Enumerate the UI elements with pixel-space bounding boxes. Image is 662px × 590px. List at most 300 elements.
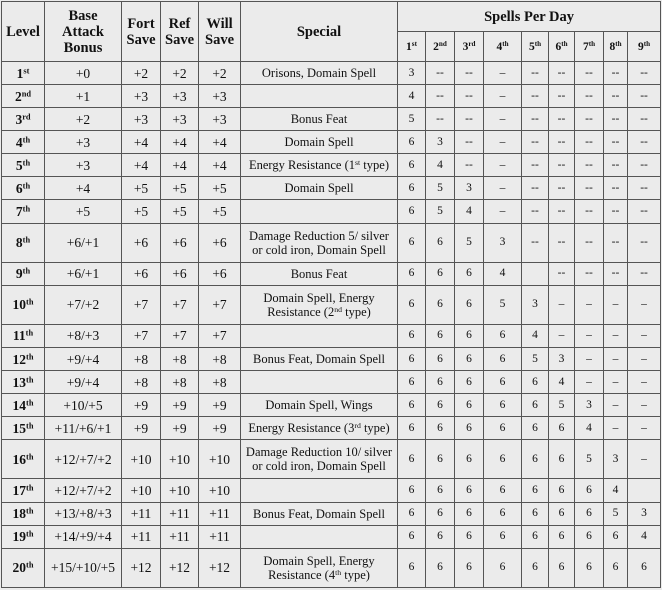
spells-cell: 3: [426, 131, 455, 154]
level-cell: [2, 417, 45, 440]
spells-cell: 6: [398, 285, 426, 324]
table-row: [2, 394, 661, 417]
spells-cell: 6: [455, 285, 484, 324]
ref-cell: +11: [161, 525, 199, 548]
bab-cell: +12/+7/+2: [45, 479, 122, 502]
bab-cell: +5: [45, 200, 122, 223]
spells-cell: 3: [575, 394, 604, 417]
table-row: [2, 154, 661, 177]
ref-cell: +8: [161, 371, 199, 394]
spell-level-number: 1: [406, 40, 412, 53]
table-row: [2, 324, 661, 347]
spells-cell: 6: [398, 371, 426, 394]
spells-cell: 6: [455, 417, 484, 440]
level-number: 19: [12, 529, 27, 545]
fort-header-line: Save: [126, 31, 156, 48]
spells-cell: 6: [426, 548, 455, 587]
level-suffix: st: [23, 65, 30, 75]
spells-cell: –: [575, 285, 604, 324]
spells-cell: 6: [426, 440, 455, 479]
spell-level-number: 3: [462, 40, 469, 53]
level-cell: [2, 177, 45, 200]
class-progression-table: [1, 1, 661, 588]
spells-cell: 6: [398, 262, 426, 285]
spells-cell: 6: [398, 502, 426, 525]
ref-cell: +4: [161, 154, 199, 177]
special-text: Domain Spell: [284, 135, 354, 150]
bab-cell: +6/+1: [45, 262, 122, 285]
level-number: 16: [12, 451, 27, 467]
level-cell: [2, 440, 45, 479]
level-cell: [2, 285, 45, 324]
spells-cell: 3: [522, 285, 549, 324]
level-number: 5: [15, 157, 23, 173]
ref-cell: +5: [161, 200, 199, 223]
spells-cell: 6: [484, 417, 522, 440]
table-row: [2, 200, 661, 223]
spells-cell: –: [484, 62, 522, 85]
spells-cell: –: [604, 371, 628, 394]
table-row: [2, 371, 661, 394]
bab-header-line: Base: [68, 7, 98, 24]
will-cell: +10: [199, 440, 241, 479]
spells-cell: 6: [398, 131, 426, 154]
spells-cell: 6: [426, 223, 455, 262]
level-suffix: th: [25, 328, 34, 338]
bab-cell: +8/+3: [45, 324, 122, 347]
spells-cell: 6: [484, 479, 522, 502]
spells-cell: 4: [398, 85, 426, 108]
spells-cell: 6: [398, 347, 426, 370]
spells-cell: 6: [575, 502, 604, 525]
bab-cell: +7/+2: [45, 285, 122, 324]
bab-cell: +15/+10/+5: [45, 548, 122, 587]
spells-cell: --: [575, 62, 604, 85]
spells-cell: 4: [522, 324, 549, 347]
spells-cell: [628, 479, 661, 502]
bab-cell: +6/+1: [45, 223, 122, 262]
spells-cell: 6: [575, 548, 604, 587]
table-body: [2, 62, 661, 588]
table-row: [2, 262, 661, 285]
spells-cell: –: [549, 324, 575, 347]
will-header: [199, 2, 241, 62]
table-row: [2, 440, 661, 479]
spells-cell: 6: [426, 262, 455, 285]
special-text: Domain Spell, Energy Resistance (2: [263, 290, 375, 319]
spells-cell: 6: [549, 417, 575, 440]
special-cell: [241, 548, 398, 587]
spells-cell: 4: [426, 154, 455, 177]
bab-cell: +3: [45, 154, 122, 177]
spells-cell: 6: [398, 177, 426, 200]
will-header-line: Save: [205, 31, 234, 48]
spells-cell: --: [628, 62, 661, 85]
spells-cell: –: [628, 417, 661, 440]
table-row: [2, 223, 661, 262]
spells-cell: 6: [426, 285, 455, 324]
spells-cell: --: [604, 223, 628, 262]
spells-cell: 6: [522, 440, 549, 479]
special-text: th: [335, 567, 342, 577]
spells-cell: 6: [575, 525, 604, 548]
ref-cell: +3: [161, 85, 199, 108]
bab-header-line: Attack: [62, 23, 104, 40]
spells-cell: --: [628, 223, 661, 262]
table-row: [2, 479, 661, 502]
special-cell: [241, 223, 398, 262]
spells-cell: --: [575, 108, 604, 131]
special-header: Special: [241, 2, 398, 62]
spells-cell: 5: [398, 108, 426, 131]
ref-cell: +9: [161, 417, 199, 440]
spells-cell: –: [484, 200, 522, 223]
spells-cell: –: [549, 285, 575, 324]
ref-cell: +5: [161, 177, 199, 200]
special-cell: [241, 177, 398, 200]
level-suffix: th: [26, 560, 34, 570]
ref-cell: +9: [161, 394, 199, 417]
spells-cell: --: [426, 62, 455, 85]
header-row-top: [2, 2, 661, 32]
spells-cell: --: [549, 223, 575, 262]
spells-cell: --: [549, 131, 575, 154]
special-text: Bonus Feat, Domain Spell: [253, 506, 385, 521]
spells-cell: –: [628, 285, 661, 324]
fort-cell: +8: [122, 371, 161, 394]
spells-cell: 6: [455, 371, 484, 394]
special-text: type): [341, 304, 371, 319]
level-number: 12: [12, 351, 27, 367]
level-number: 13: [12, 374, 27, 390]
special-text: Domain Spell: [284, 181, 354, 196]
ref-cell: +11: [161, 502, 199, 525]
spells-cell: --: [522, 223, 549, 262]
level-number: 3: [15, 111, 23, 127]
spells-cell: --: [549, 108, 575, 131]
spells-cell: --: [628, 200, 661, 223]
special-text: rd: [354, 421, 361, 430]
level-number: 2: [14, 88, 22, 104]
special-cell: [241, 200, 398, 223]
special-cell: [241, 502, 398, 525]
spells-cell: --: [628, 108, 661, 131]
special-cell: [241, 347, 398, 370]
special-cell: [241, 85, 398, 108]
spell-level-header: [522, 32, 549, 62]
level-cell: [2, 525, 45, 548]
will-cell: +7: [199, 324, 241, 347]
level-cell: [2, 108, 45, 131]
level-cell: [2, 262, 45, 285]
spells-cell: 6: [575, 479, 604, 502]
spells-cell: --: [604, 62, 628, 85]
fort-cell: +7: [122, 285, 161, 324]
spells-cell: 6: [522, 548, 549, 587]
spells-cell: 5: [426, 200, 455, 223]
spells-cell: 6: [398, 479, 426, 502]
table-row: [2, 62, 661, 85]
will-cell: +11: [199, 525, 241, 548]
spells-cell: --: [604, 108, 628, 131]
spells-cell: –: [484, 85, 522, 108]
special-text: Domain Spell, Energy Resistance (4: [263, 553, 375, 582]
bab-cell: +0: [45, 62, 122, 85]
spells-cell: --: [575, 85, 604, 108]
ref-cell: +10: [161, 440, 199, 479]
spells-cell: --: [549, 85, 575, 108]
special-cell: [241, 394, 398, 417]
will-cell: +6: [199, 223, 241, 262]
spells-cell: 5: [522, 347, 549, 370]
special-text: st: [355, 158, 361, 168]
level-number: 15: [12, 420, 27, 436]
spells-cell: 6: [522, 417, 549, 440]
bab-cell: +3: [45, 131, 122, 154]
spells-cell: –: [604, 285, 628, 324]
spells-cell: 6: [426, 394, 455, 417]
fort-cell: +7: [122, 324, 161, 347]
level-suffix: rd: [22, 112, 31, 122]
spells-cell: --: [426, 85, 455, 108]
bab-cell: +2: [45, 108, 122, 131]
special-text: Energy Resistance (3: [248, 421, 355, 436]
will-cell: +4: [199, 154, 241, 177]
level-suffix: th: [26, 375, 34, 384]
spells-cell: --: [604, 200, 628, 223]
level-number: 20: [12, 560, 27, 576]
spells-cell: --: [522, 85, 549, 108]
special-text: type): [360, 421, 390, 436]
spell-level-number: 2: [433, 40, 439, 53]
spells-cell: 5: [575, 440, 604, 479]
spells-cell: 5: [426, 177, 455, 200]
spells-cell: 6: [484, 324, 522, 347]
level-suffix: th: [22, 158, 31, 168]
fort-cell: +5: [122, 200, 161, 223]
spells-cell: 5: [549, 394, 575, 417]
fort-cell: +3: [122, 108, 161, 131]
bab-cell: +9/+4: [45, 371, 122, 394]
spell-level-suffix: th: [561, 39, 568, 48]
spells-cell: 6: [455, 324, 484, 347]
table-row: [2, 131, 661, 154]
table-row: [2, 108, 661, 131]
spells-cell: 6: [426, 525, 455, 548]
fort-cell: +12: [122, 548, 161, 587]
fort-cell: +8: [122, 347, 161, 370]
spells-cell: 6: [484, 347, 522, 370]
spells-cell: 6: [522, 502, 549, 525]
level-suffix: th: [26, 452, 34, 462]
will-cell: +7: [199, 285, 241, 324]
table-row: [2, 177, 661, 200]
spells-cell: --: [522, 62, 549, 85]
spells-cell: --: [549, 62, 575, 85]
spells-cell: 6: [398, 394, 426, 417]
spells-cell: --: [575, 223, 604, 262]
ref-cell: +7: [161, 324, 199, 347]
ref-cell: +4: [161, 131, 199, 154]
will-cell: +9: [199, 417, 241, 440]
level-cell: [2, 324, 45, 347]
spells-cell: 6: [426, 479, 455, 502]
spell-level-suffix: th: [615, 39, 622, 48]
level-number: 14: [12, 397, 27, 413]
spells-cell: 6: [455, 262, 484, 285]
spells-cell: --: [455, 154, 484, 177]
ref-cell: +6: [161, 223, 199, 262]
fort-header: [122, 2, 161, 62]
spell-level-header: [426, 32, 455, 62]
spells-cell: 6: [455, 502, 484, 525]
ref-cell: +10: [161, 479, 199, 502]
spells-cell: 6: [398, 525, 426, 548]
spells-cell: --: [522, 131, 549, 154]
will-cell: +5: [199, 200, 241, 223]
fort-cell: +9: [122, 417, 161, 440]
spells-cell: 6: [522, 479, 549, 502]
spells-cell: --: [522, 177, 549, 200]
spell-level-suffix: th: [643, 39, 651, 48]
spell-level-number: 9: [638, 40, 644, 53]
fort-cell: +6: [122, 262, 161, 285]
level-number: 11: [12, 328, 26, 344]
spell-level-number: 7: [582, 40, 589, 53]
spells-cell: –: [604, 324, 628, 347]
spells-cell: --: [604, 85, 628, 108]
spells-cell: 4: [455, 200, 484, 223]
spell-level-suffix: th: [588, 39, 596, 48]
special-cell: [241, 62, 398, 85]
level-cell: [2, 371, 45, 394]
spells-cell: --: [575, 262, 604, 285]
fort-cell: +2: [122, 62, 161, 85]
spells-cell: 3: [549, 347, 575, 370]
ref-cell: +3: [161, 108, 199, 131]
special-text: Energy Resistance (1: [249, 158, 355, 173]
special-text: Bonus Feat, Domain Spell: [253, 352, 385, 367]
will-cell: +2: [199, 62, 241, 85]
table-row: [2, 502, 661, 525]
bab-header: [45, 2, 122, 62]
fort-cell: +10: [122, 440, 161, 479]
spells-cell: –: [628, 394, 661, 417]
ref-cell: +7: [161, 285, 199, 324]
spell-level-header: [484, 32, 522, 62]
spells-cell: --: [628, 154, 661, 177]
fort-cell: +11: [122, 502, 161, 525]
special-text: type): [341, 567, 370, 582]
spells-cell: 6: [426, 347, 455, 370]
will-cell: +10: [199, 479, 241, 502]
special-cell: [241, 479, 398, 502]
spells-cell: --: [628, 177, 661, 200]
spell-level-suffix: th: [534, 39, 542, 48]
spells-cell: –: [628, 324, 661, 347]
special-text: Damage Reduction 10/ silver or cold iron, Domain Spell: [245, 445, 393, 474]
spells-cell: 6: [398, 200, 426, 223]
special-cell: [241, 417, 398, 440]
spells-cell: 6: [484, 525, 522, 548]
spell-level-suffix: rd: [468, 39, 476, 48]
will-cell: +12: [199, 548, 241, 587]
spell-level-suffix: th: [502, 39, 509, 48]
spell-level-number: 5: [528, 40, 535, 53]
ref-header: [161, 2, 199, 62]
level-number: 1: [16, 65, 24, 81]
level-number: 10: [12, 297, 27, 313]
spells-per-day-header: Spells Per Day: [398, 2, 661, 32]
bab-cell: +12/+7/+2: [45, 440, 122, 479]
spells-cell: --: [628, 85, 661, 108]
special-cell: [241, 154, 398, 177]
spells-cell: 6: [398, 223, 426, 262]
spell-level-header: [398, 32, 426, 62]
spells-cell: --: [575, 200, 604, 223]
spells-cell: --: [575, 131, 604, 154]
level-suffix: th: [26, 529, 34, 539]
level-suffix: th: [26, 483, 34, 493]
level-cell: [2, 85, 45, 108]
fort-cell: +3: [122, 85, 161, 108]
special-text: Bonus Feat: [290, 266, 348, 281]
level-suffix: th: [26, 421, 34, 431]
will-cell: +3: [199, 85, 241, 108]
will-cell: +5: [199, 177, 241, 200]
spells-cell: 6: [604, 525, 628, 548]
spells-cell: –: [628, 440, 661, 479]
fort-cell: +4: [122, 154, 161, 177]
table-row: [2, 285, 661, 324]
spells-cell: 6: [484, 440, 522, 479]
ref-cell: +8: [161, 347, 199, 370]
spell-level-header: [628, 32, 661, 62]
spells-cell: 6: [426, 324, 455, 347]
level-cell: [2, 200, 45, 223]
table-row: [2, 347, 661, 370]
level-suffix: th: [22, 204, 31, 214]
spells-cell: --: [604, 154, 628, 177]
will-cell: +11: [199, 502, 241, 525]
spells-cell: --: [549, 177, 575, 200]
spells-cell: 6: [398, 324, 426, 347]
spell-level-number: 8: [609, 40, 616, 53]
bab-cell: +1: [45, 85, 122, 108]
bab-cell: +10/+5: [45, 394, 122, 417]
special-cell: [241, 371, 398, 394]
spells-cell: –: [604, 347, 628, 370]
level-suffix: th: [22, 181, 31, 191]
level-suffix: th: [26, 297, 34, 307]
spells-cell: 6: [604, 548, 628, 587]
spells-cell: 4: [628, 525, 661, 548]
spells-cell: 6: [549, 502, 575, 525]
table-header: [2, 2, 661, 62]
spells-cell: 4: [549, 371, 575, 394]
spells-cell: 3: [398, 62, 426, 85]
ref-cell: +2: [161, 62, 199, 85]
spells-cell: –: [575, 347, 604, 370]
level-number: 18: [12, 506, 27, 522]
spells-cell: –: [575, 324, 604, 347]
spells-cell: --: [455, 62, 484, 85]
spells-cell: 4: [604, 479, 628, 502]
spell-level-suffix: st: [411, 39, 417, 48]
will-cell: +4: [199, 131, 241, 154]
spells-cell: 6: [455, 548, 484, 587]
level-cell: [2, 502, 45, 525]
